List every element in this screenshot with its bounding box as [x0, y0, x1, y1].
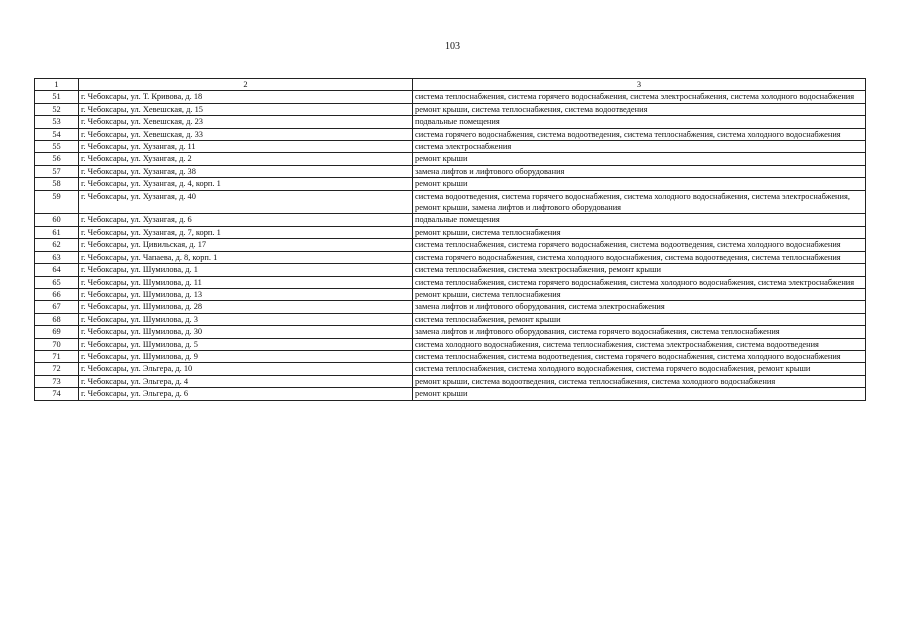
table-row — [35, 226, 866, 238]
work-types-cell: система теплоснабжения, система холодного водоснабжения, система горячего водоснабжения, ремонт крыши — [413, 363, 866, 375]
work-types-cell: ремонт крыши — [413, 178, 866, 190]
address-cell: г. Чебоксары, ул. Хузангая, д. 4, корп. 1 — [79, 178, 413, 190]
table-row — [35, 288, 866, 300]
row-number-cell: 70 — [35, 338, 79, 350]
table-row — [35, 375, 866, 387]
address-cell: г. Чебоксары, ул. Эльгера, д. 10 — [79, 363, 413, 375]
table-row — [35, 128, 866, 140]
work-types-cell: система теплоснабжения, система горячего водоснабжения, система холодного водоснабжения, система электроснабжения — [413, 276, 866, 288]
work-types-cell: подвальные помещения — [413, 116, 866, 128]
address-cell: г. Чебоксары, ул. Хевешская, д. 23 — [79, 116, 413, 128]
work-types-cell: ремонт крыши, система водоотведения, система теплоснабжения, система холодного водоснабжения — [413, 375, 866, 387]
address-cell: г. Чебоксары, ул. Т. Кривова, д. 18 — [79, 91, 413, 103]
address-cell: г. Чебоксары, ул. Шумилова, д. 9 — [79, 350, 413, 362]
work-types-cell: система теплоснабжения, система электроснабжения, ремонт крыши — [413, 264, 866, 276]
work-types-cell: замена лифтов и лифтового оборудования — [413, 165, 866, 177]
row-number-cell: 65 — [35, 276, 79, 288]
table-row — [35, 178, 866, 190]
table-row — [35, 301, 866, 313]
table-row — [35, 350, 866, 362]
table-row — [35, 116, 866, 128]
address-cell: г. Чебоксары, ул. Эльгера, д. 6 — [79, 388, 413, 400]
address-cell: г. Чебоксары, ул. Хузангая, д. 6 — [79, 214, 413, 226]
row-number-cell: 68 — [35, 313, 79, 325]
work-types-cell: система горячего водоснабжения, система холодного водоснабжения, система водоотведения, система теплоснабжения — [413, 251, 866, 263]
work-types-cell: подвальные помещения — [413, 214, 866, 226]
row-number-cell: 66 — [35, 288, 79, 300]
address-cell: г. Чебоксары, ул. Эльгера, д. 4 — [79, 375, 413, 387]
column-header: 1 — [35, 79, 79, 91]
table-row — [35, 276, 866, 288]
address-cell: г. Чебоксары, ул. Хузангая, д. 38 — [79, 165, 413, 177]
work-types-cell: ремонт крыши — [413, 153, 866, 165]
row-number-cell: 74 — [35, 388, 79, 400]
row-number-cell: 67 — [35, 301, 79, 313]
work-types-cell: система теплоснабжения, система горячего водоснабжения, система электроснабжения, система холодного водоснабжения — [413, 91, 866, 103]
table-row — [35, 165, 866, 177]
table-row — [35, 363, 866, 375]
address-cell: г. Чебоксары, ул. Хузангая, д. 11 — [79, 141, 413, 153]
address-cell: г. Чебоксары, ул. Шумилова, д. 11 — [79, 276, 413, 288]
column-header: 2 — [79, 79, 413, 91]
row-number-cell: 56 — [35, 153, 79, 165]
table-row — [35, 214, 866, 226]
row-number-cell: 73 — [35, 375, 79, 387]
row-number-cell: 60 — [35, 214, 79, 226]
table-row — [35, 264, 866, 276]
row-number-cell: 58 — [35, 178, 79, 190]
work-types-cell: система теплоснабжения, система горячего водоснабжения, система водоотведения, система холодного водоснабжения — [413, 239, 866, 251]
table-row — [35, 326, 866, 338]
address-cell: г. Чебоксары, ул. Хузангая, д. 40 — [79, 190, 413, 214]
work-types-cell: система горячего водоснабжения, система водоотведения, система теплоснабжения, система холодного водоснабжения — [413, 128, 866, 140]
address-cell: г. Чебоксары, ул. Хевешская, д. 33 — [79, 128, 413, 140]
address-cell: г. Чебоксары, ул. Шумилова, д. 28 — [79, 301, 413, 313]
row-number-cell: 55 — [35, 141, 79, 153]
row-number-cell: 53 — [35, 116, 79, 128]
address-cell: г. Чебоксары, ул. Шумилова, д. 3 — [79, 313, 413, 325]
row-number-cell: 59 — [35, 190, 79, 214]
row-number-cell: 57 — [35, 165, 79, 177]
address-cell: г. Чебоксары, ул. Хузангая, д. 7, корп. 1 — [79, 226, 413, 238]
work-types-cell: система теплоснабжения, ремонт крыши — [413, 313, 866, 325]
address-cell: г. Чебоксары, ул. Шумилова, д. 30 — [79, 326, 413, 338]
table-row — [35, 313, 866, 325]
table-row — [35, 153, 866, 165]
row-number-cell: 62 — [35, 239, 79, 251]
work-types-cell: система теплоснабжения, система водоотведения, система горячего водоснабжения, система холодного водоснабжения — [413, 350, 866, 362]
table-row — [35, 103, 866, 115]
address-cell: г. Чебоксары, ул. Цивильская, д. 17 — [79, 239, 413, 251]
row-number-cell: 71 — [35, 350, 79, 362]
page-number: 103 — [445, 41, 460, 52]
table-row — [35, 388, 866, 400]
table-row — [35, 141, 866, 153]
table-row — [35, 251, 866, 263]
address-cell: г. Чебоксары, ул. Шумилова, д. 1 — [79, 264, 413, 276]
row-number-cell: 52 — [35, 103, 79, 115]
repair-table — [34, 78, 866, 401]
work-types-cell: ремонт крыши — [413, 388, 866, 400]
address-cell: г. Чебоксары, ул. Шумилова, д. 5 — [79, 338, 413, 350]
table-row — [35, 338, 866, 350]
work-types-cell: замена лифтов и лифтового оборудования, система электроснабжения — [413, 301, 866, 313]
row-number-cell: 61 — [35, 226, 79, 238]
address-cell: г. Чебоксары, ул. Хевешская, д. 15 — [79, 103, 413, 115]
table-row — [35, 190, 866, 214]
row-number-cell: 63 — [35, 251, 79, 263]
address-cell: г. Чебоксары, ул. Шумилова, д. 13 — [79, 288, 413, 300]
row-number-cell: 69 — [35, 326, 79, 338]
row-number-cell: 54 — [35, 128, 79, 140]
address-cell: г. Чебоксары, ул. Хузангая, д. 2 — [79, 153, 413, 165]
table-body — [35, 79, 866, 401]
table-row — [35, 239, 866, 251]
address-cell: г. Чебоксары, ул. Чапаева, д. 8, корп. 1 — [79, 251, 413, 263]
work-types-cell: замена лифтов и лифтового оборудования, система горячего водоснабжения, система теплоснабжения — [413, 326, 866, 338]
table-header-row — [35, 79, 866, 91]
work-types-cell: ремонт крыши, система теплоснабжения — [413, 288, 866, 300]
work-types-cell: ремонт крыши, система теплоснабжения, система водоотведения — [413, 103, 866, 115]
table-row — [35, 91, 866, 103]
work-types-cell: система водоотведения, система горячего водоснабжения, система холодного водоснабжения, система электроснабжения, ремонт крыши, замена лифтов и лифтового оборудования — [413, 190, 866, 214]
row-number-cell: 51 — [35, 91, 79, 103]
work-types-cell: система холодного водоснабжения, система теплоснабжения, система электроснабжения, система водоотведения — [413, 338, 866, 350]
work-types-cell: система электроснабжения — [413, 141, 866, 153]
row-number-cell: 64 — [35, 264, 79, 276]
work-types-cell: ремонт крыши, система теплоснабжения — [413, 226, 866, 238]
row-number-cell: 72 — [35, 363, 79, 375]
column-header: 3 — [413, 79, 866, 91]
